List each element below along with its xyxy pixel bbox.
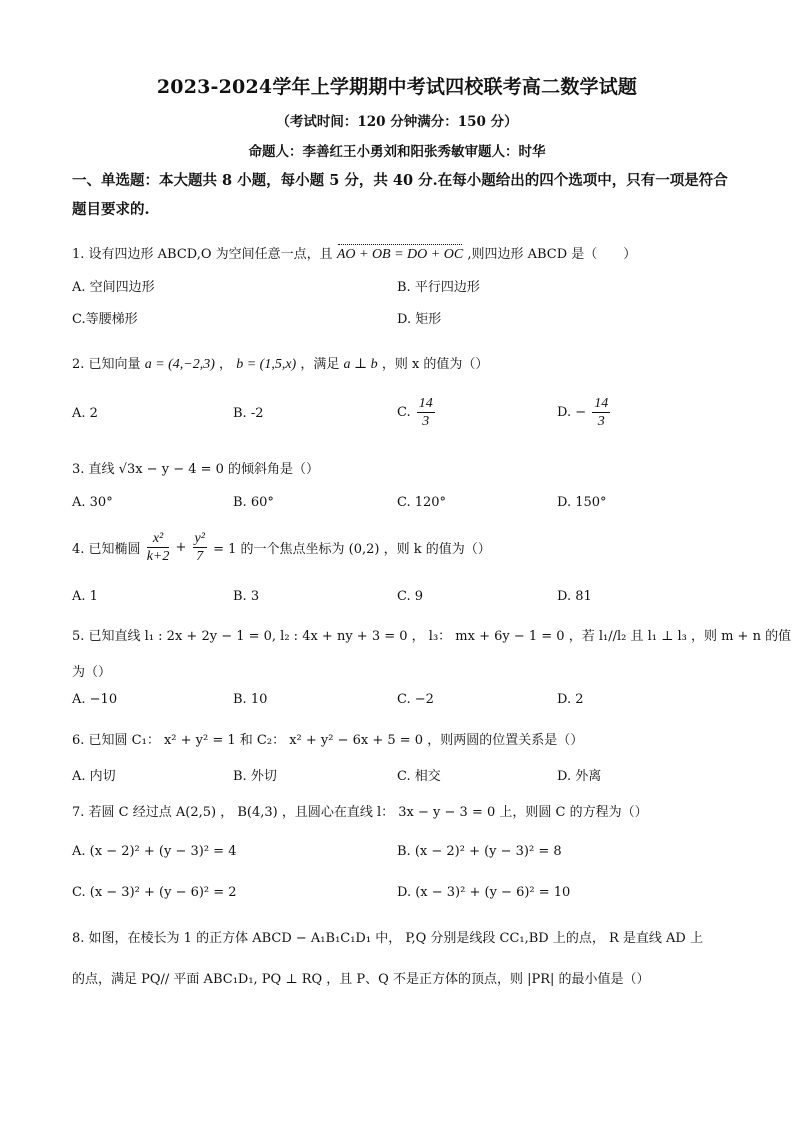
q5-option-c: C. −2: [397, 692, 434, 707]
q5-option-a: A. −10: [72, 692, 118, 707]
q4-option-a: A. 1: [72, 589, 98, 604]
q4-fraction-x: $\frac{\text{x²}}{k+2}$: [146, 531, 170, 564]
question-8-line1: 8. 如图，在棱长为 1 的正方体 ABCD − A₁B₁C₁D₁ 中， P,Q 分别是线段 CC₁,BD 上的点， R 是直线 AD 上: [72, 931, 703, 946]
q6-option-b: B. 外切: [233, 769, 277, 784]
q3-option-d: D. 150°: [557, 495, 607, 510]
q1-stem-pre: 1. 设有四边形 ABCD,O 为空间任意一点，且: [72, 247, 333, 262]
q1-option-d: D. 矩形: [397, 312, 442, 327]
q4-fraction-y: $\frac{\text{y²}}{7}$: [194, 531, 205, 564]
q7-option-a: A. (x − 2)² + (y − 3)² = 4: [72, 844, 237, 859]
q2-stem-mid: ，满足: [300, 357, 340, 372]
q3-option-b: B. 60°: [233, 495, 274, 510]
section-heading: 一、单选题：本大题共 8 小题，每小题 5 分，共 40 分.在每小题给出的四个选项中，只有一项是符合题目要求的.: [72, 172, 728, 218]
question-5-line1: 5. 已知直线 l₁ : 2x + 2y − 1 = 0, l₂ : 4x + ny + 3 = 0 ， l₃： mx + 6y − 1 = 0 ，若 l₁//l₂ 且 l₁ ⊥ l₃ ，则 m + n 的值: [72, 629, 792, 644]
q1-stem-post: ,则四边形 ABCD 是（ ）: [467, 247, 637, 262]
author-line: 命题人：李善红王小勇刘和阳张秀敏审题人：时华: [248, 144, 546, 160]
question-2: 2. 已知向量 a = (4,−2,3) ， b = (1,5,x) ，满足 a ⊥ b ，则 x 的值为（）: [72, 357, 489, 372]
question-7: 7. 若圆 C 经过点 A(2,5) ， B(4,3) ，且圆心在直线 l： 3x − y − 3 = 0 上，则圆 C 的方程为（）: [72, 805, 648, 820]
q2-vector-b: b = (1,5,x): [236, 357, 297, 372]
q1-option-b: B. 平行四边形: [397, 280, 480, 295]
q2-perp-condition: a ⊥ b: [343, 357, 378, 372]
q1-option-a: A. 空间四边形: [72, 280, 155, 295]
q7-option-b: B. (x − 2)² + (y − 3)² = 8: [397, 844, 562, 859]
q2-vector-a: a = (4,−2,3): [144, 357, 215, 372]
q6-option-c: C. 相交: [397, 769, 441, 784]
q4-option-b: B. 3: [233, 589, 260, 604]
q3-option-c: C. 120°: [397, 495, 447, 510]
q6-option-d: D. 外离: [557, 769, 602, 784]
q2-stem-post: ，则 x 的值为（）: [381, 357, 489, 372]
q4-option-c: C. 9: [397, 589, 424, 604]
question-1: [72, 243, 636, 263]
q2-option-b: B. -2: [233, 406, 264, 421]
q2-option-c: C. $\frac{14}{3}$: [397, 396, 433, 429]
question-4: 4. 已知椭圆 $\frac{\text{x²}}{k+2}$ + $\frac{\text{y²}}{7}$ = 1 的一个焦点坐标为 (0,2) ，则 k 的值为（）: [72, 531, 491, 564]
q2-option-a: A. 2: [72, 406, 98, 421]
question-5-line2: 为（）: [72, 665, 112, 680]
q2-fraction-c: $\frac{14}{3}$: [418, 396, 433, 429]
q5-option-d: D. 2: [557, 692, 584, 707]
exam-time-note: （考试时间：120 分钟满分：150 分）: [276, 114, 518, 130]
q2-stem-pre: 2. 已知向量: [72, 357, 141, 372]
q2-fraction-d: $\frac{14}{3}$: [594, 396, 609, 429]
q6-option-a: A. 内切: [72, 769, 116, 784]
q7-option-c: C. (x − 3)² + (y − 6)² = 2: [72, 885, 237, 900]
question-6: 6. 已知圆 C₁： x² + y² = 1 和 C₂： x² + y² − 6x + 5 = 0 ，则两圆的位置关系是（）: [72, 733, 584, 748]
q1-option-c: C.等腰梯形: [72, 312, 138, 327]
question-3: 3. 直线 √3x − y − 4 = 0 的倾斜角是（）: [72, 462, 320, 477]
page-title: 2023-2024学年上学期期中考试四校联考高二数学试题: [156, 76, 638, 98]
q2-option-d: D. − $\frac{14}{3}$: [557, 396, 609, 429]
q3-option-a: A. 30°: [72, 495, 113, 510]
q7-option-d: D. (x − 3)² + (y − 6)² = 10: [397, 885, 571, 900]
q5-option-b: B. 10: [233, 692, 268, 707]
q4-option-d: D. 81: [557, 589, 592, 604]
q1-vector-equation: AO + OB = DO + OC: [336, 247, 464, 262]
question-8-line2: 的点，满足 PQ// 平面 ABC₁D₁, PQ ⊥ RQ ，且 P、Q 不是正方体的顶点，则 |PR| 的最小值是（）: [72, 972, 650, 987]
